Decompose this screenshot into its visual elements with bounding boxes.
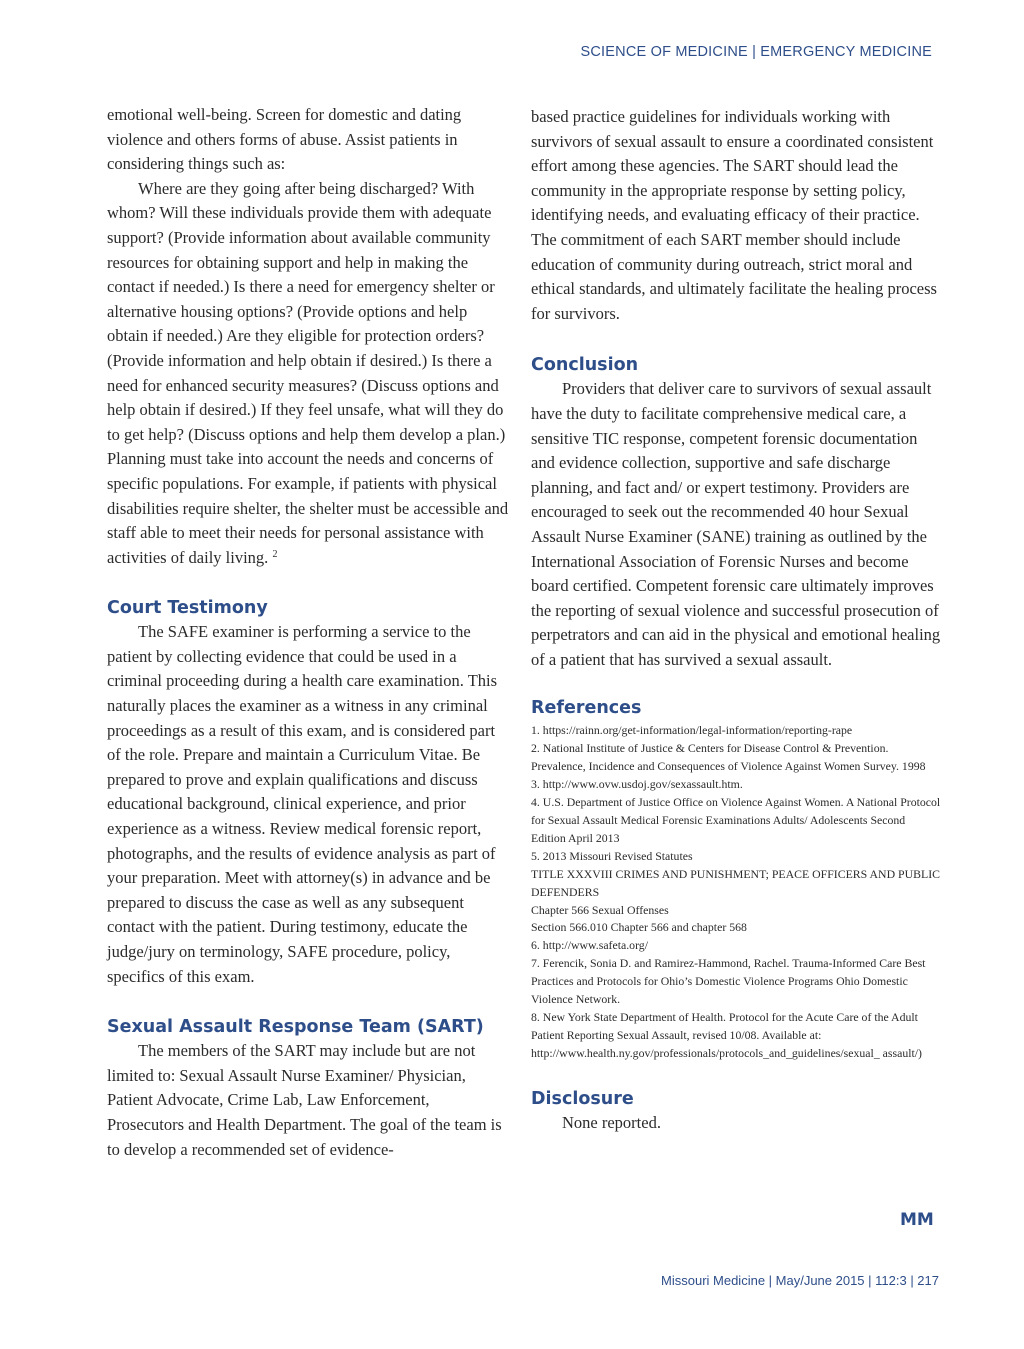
conclusion-text: Providers that deliver care to survivors of sexual assault have the duty to facilitate comprehensive medical care, a sensitive TIC response, competent forensic documentation and evidence collection, supportive and safe discharge planning, and fact and/ or expert testimony. Providers are encouraged to seek out the recommended 40 hour Sexual Assault Nurse Examiner (SANE) training as outlined by the International Association of Forensic Nurses and become board certified. Competent forensic care ultimately improves the reporting of sexual violence and successful prosecution of perpetrators and can aid in the physical and emotional healing of a patient that has survived a sexual assault. — [531, 379, 941, 669]
reference-item: 2. National Institute of Justice & Centers for Disease Control & Prevention. Prevalence, Incidence and Consequences of Violence Against Women Survey. 1998 — [531, 741, 926, 774]
references-heading: References — [531, 698, 642, 719]
paragraph-emotional-wellbeing: emotional well-being. Screen for domestic and dating violence and others forms of abuse. Assist patients in considering things such as: — [107, 105, 462, 174]
court-testimony-heading: Court Testimony — [107, 598, 268, 619]
paragraph-discharge-text: Where are they going after being discharged? With whom? Will these individuals provide them with adequate support? (Provide information about available community resources for obtaining support and help in making the contact if needed.) Is there a need for emergency shelter or alternative housing options? (Provide options and help obtain if needed.) Are they eligible for protection orders? (Provide information and help obtain if desired.) Is there a need for enhanced security measures? (Discuss options and help obtain if desired.) If they feel unsafe, what will they do to get help? (Discuss options and help them develop a plan.) Planning must take into account the needs and concerns of specific populations. For example, if patients with physical disabilities require shelter, the shelter must be accessible and staff able to meet their needs for personal assistance with activities of daily living. — [107, 178, 509, 567]
reference-item: 4. U.S. Department of Justice Office on Violence Against Women. A National Protocol for Sexual Assault Medical Forensic Examinations Adults/ Adolescents Second Edition April 2013 — [531, 795, 941, 845]
right-column — [531, 105, 941, 1135]
references-list — [531, 722, 941, 1062]
reference-item: TITLE XXXVIII CRIMES AND PUNISHMENT; PEACE OFFICERS AND PUBLIC DEFENDERS — [531, 866, 940, 899]
running-header: SCIENCE OF MEDICINE | EMERGENCY MEDICINE — [580, 44, 932, 60]
sart-text: The members of the SART may include but are not limited to: Sexual Assault Nurse Examiner/ Physician, Patient Advocate, Crime Lab, Law Enforcement, Prosecutors and Health Department. The goal of the team is to develop a recommended set of evidence- — [107, 1041, 502, 1159]
reference-item: 5. 2013 Missouri Revised Statutes — [531, 848, 693, 863]
reference-item: 1. https://rainn.org/get-information/legal-information/reporting-rape — [531, 723, 853, 738]
conclusion-heading: Conclusion — [531, 355, 639, 376]
reference-item: 8. New York State Department of Health. Protocol for the Acute Care of the Adult Patient Reporting Sexual Assault, revised 10/08. Available at: http://www.health.ny.gov/professionals/protocols_and_guidelines/sexual_ assault/) — [531, 1009, 922, 1060]
court-testimony-text: The SAFE examiner is performing a service to the patient by collecting evidence that could be used in a criminal proceeding during a health care examination. This naturally places the examiner as a witness in any criminal proceedings as a result of this exam, and is considered part of the role. Prepare and maintain a Curriculum Vitae. Be prepared to prove and explain qualifications and discuss educational background, clinical experience, and prior experience as a witness. Review medical forensic report, photographs, and the results of evidence analysis as part of your preparation. Meet with attorney(s) in advance and be prepared to discuss the case as well as any subsequent contact with the patient. During testimony, educate the judge/jury on terminology, SAFE procedure, policy, specifics of this exam. — [107, 622, 498, 986]
sart-heading: Sexual Assault Response Team (SART) — [107, 1017, 484, 1038]
disclosure-heading: Disclosure — [531, 1088, 634, 1109]
left-column — [107, 103, 510, 1162]
paragraph-sart-continued: based practice guidelines for individuals working with survivors of sexual assault to ensure a coordinated consistent effort among these agencies. The SART should lead the community in the appropriate response by setting policy, identifying needs, and evaluating efficacy of their practice. The commitment of each SART member should include education of community during outreach, strict moral and ethical standards, and ultimately facilitate the healing process for survivors. — [531, 107, 937, 323]
reference-item: 3. http://www.ovw.usdoj.gov/sexassault.htm. — [531, 777, 743, 792]
reference-item: Chapter 566 Sexual Offenses — [531, 902, 669, 917]
end-mark: MM — [900, 1210, 934, 1230]
reference-item: 7. Ferencik, Sonia D. and Ramirez-Hammond, Rachel. Trauma-Informed Care Best Practices and Protocols for Ohio’s Domestic Violence Programs Ohio Domestic Violence Network. — [531, 956, 926, 1007]
disclosure-text: None reported. — [562, 1112, 661, 1132]
paragraph-discharge-questions — [107, 177, 510, 571]
page-footer: Missouri Medicine | May/June 2015 | 112:3 | 217 — [661, 1273, 939, 1288]
reference-item: Section 566.010 Chapter 566 and chapter 568 — [531, 920, 747, 935]
citation-superscript: 2 — [272, 548, 278, 560]
reference-item: 6. http://www.safeta.org/ — [531, 938, 648, 953]
